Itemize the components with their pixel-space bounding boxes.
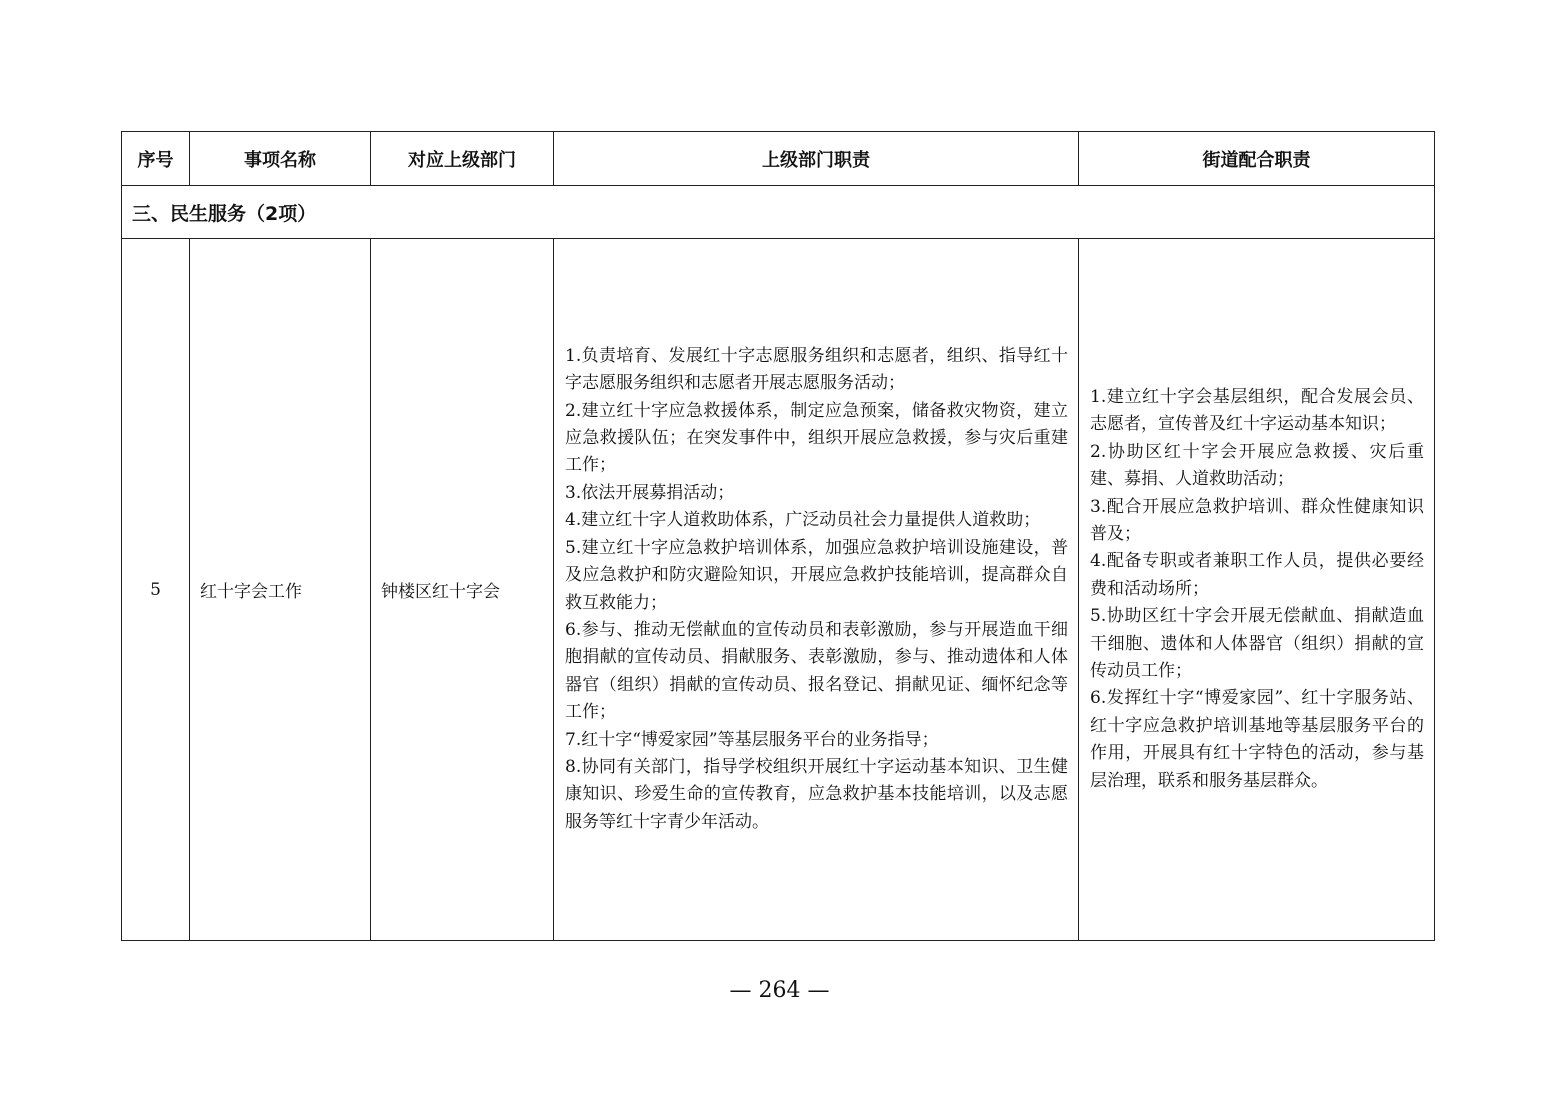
superior-duty-item: 5.建立红十字应急救护培训体系，加强应急救护培训设施建设，普及应急救护和防灾避险知识，开展应急救护技能培训，提高群众自救互救能力； xyxy=(565,537,1068,613)
header-superior-duties: 上级部门职责 xyxy=(554,132,1079,186)
page-number: — 264 — xyxy=(729,978,830,1003)
duty-table xyxy=(121,131,1435,941)
street-duty-item: 5.协助区红十字会开展无偿献血、捐献造血干细胞、遗体和人体器官（组织）捐献的宣传动员工作； xyxy=(1090,606,1424,682)
superior-duties-list xyxy=(554,343,1078,836)
street-duty-item: 6.发挥红十字“博爱家园”、红十字服务站、红十字应急救护培训基地等基层服务平台的作用，开展具有红十字特色的活动，参与基层治理，联系和服务基层群众。 xyxy=(1090,688,1424,791)
header-item-name: 事项名称 xyxy=(190,132,371,186)
section-title: 三、民生服务（2项） xyxy=(122,186,1435,239)
row-superior-duties xyxy=(554,239,1079,941)
superior-duty-item: 3.依法开展募捐活动； xyxy=(565,482,735,503)
row-department: 钟楼区红十字会 xyxy=(371,239,554,941)
street-duty-item: 4.配备专职或者兼职工作人员，提供必要经费和活动场所； xyxy=(1090,551,1424,599)
superior-duty-item: 4.建立红十字人道救助体系，广泛动员社会力量提供人道救助； xyxy=(565,510,1041,531)
row-item-name: 红十字会工作 xyxy=(190,239,371,941)
street-duty-item: 1.建立红十字会基层组织，配合发展会员、志愿者，宣传普及红十字运动基本知识； xyxy=(1090,386,1424,435)
table-header-row xyxy=(122,132,1435,186)
street-duty-item: 3.配合开展应急救护培训、群众性健康知识普及； xyxy=(1090,496,1424,544)
superior-duty-item: 1.负责培育、发展红十字志愿服务组织和志愿者，组织、指导红十字志愿服务组织和志愿者开展志愿服务活动； xyxy=(565,345,1068,394)
header-street-duties: 街道配合职责 xyxy=(1079,132,1435,186)
superior-duty-item: 6.参与、推动无偿献血的宣传动员和表彰激励，参与开展造血干细胞捐献的宣传动员、捐献服务、表彰激励，参与、推动遗体和人体器官（组织）捐献的宣传动员、报名登记、捐献见证、缅怀纪念等工作； xyxy=(565,619,1068,723)
header-department: 对应上级部门 xyxy=(371,132,554,186)
table-row xyxy=(122,239,1435,941)
section-row xyxy=(122,186,1435,239)
street-duty-item: 2.协助区红十字会开展应急救援、灾后重建、募捐、人道救助活动； xyxy=(1090,441,1424,490)
superior-duty-item: 8.协同有关部门，指导学校组织开展红十字运动基本知识、卫生健康知识、珍爱生命的宣传教育，应急救护基本技能培训，以及志愿服务等红十字青少年活动。 xyxy=(565,756,1068,832)
street-duties-list xyxy=(1079,384,1434,795)
superior-duty-item: 2.建立红十字应急救援体系，制定应急预案，储备救灾物资，建立应急救援队伍；在突发事件中，组织开展应急救援，参与灾后重建工作； xyxy=(565,400,1068,476)
header-index: 序号 xyxy=(122,132,190,186)
superior-duty-item: 7.红十字“博爱家园”等基层服务平台的业务指导； xyxy=(565,729,939,750)
row-index: 5 xyxy=(122,239,190,941)
row-street-duties xyxy=(1079,239,1435,941)
